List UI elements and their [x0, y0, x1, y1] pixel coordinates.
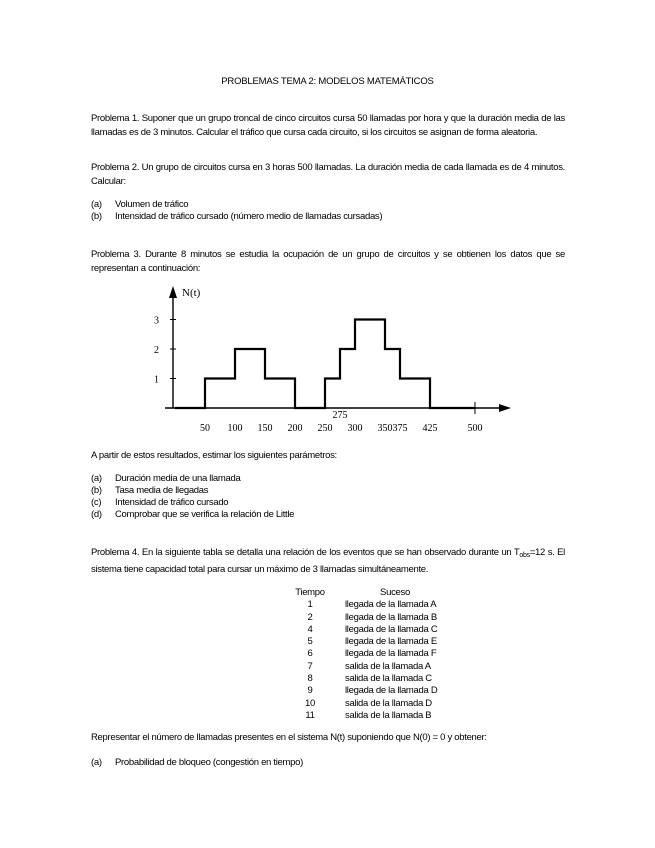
table-row: [285, 612, 455, 624]
table-row: [285, 710, 455, 722]
table-cell-time: 4: [307, 623, 313, 635]
table-row: [285, 648, 455, 660]
table-cell-time: 2: [307, 611, 313, 623]
problem-4-instruction: Representar el número de llamadas presentes en el sistema N(t) suponiendo que N(0) = 0 y obtener:: [91, 732, 487, 743]
y-tick-label: 1: [154, 374, 159, 386]
list-item-text: Volumen de tráfico: [115, 199, 189, 210]
list-marker: (a): [91, 473, 102, 484]
list-item-text: Probabilidad de bloqueo (congestión en tiempo): [115, 757, 303, 768]
table-cell-time: 6: [307, 648, 313, 660]
x-tick-label: 100: [227, 423, 243, 434]
table-cell-event: llegada de la llamada F: [345, 648, 437, 660]
table-header-tiempo: Tiempo: [295, 587, 325, 598]
list-item-text: Intensidad de tráfico cursado: [115, 497, 229, 508]
table-cell-time: 7: [307, 660, 313, 672]
y-axis-arrow: [169, 286, 177, 298]
x-tick-label: 500: [467, 423, 483, 434]
list-item: [91, 757, 565, 769]
problem-2-list: [91, 199, 565, 223]
x-tick-label: 350: [377, 423, 393, 434]
table-row: [285, 661, 455, 673]
table-cell-event: llegada de la llamada B: [345, 611, 437, 623]
table-row: [285, 673, 455, 685]
problem-1-text: Problema 1. Suponer que un grupo troncal de cinco circuitos cursa 50 llamadas por hora y que la duración media de las llamadas es de 3 minutos. Calcular el tráfico que cursa cada circuito, si los circuitos se asignan de forma aleatoria.: [91, 113, 565, 138]
step-chart: [130, 280, 520, 440]
y-tick-label: 3: [154, 315, 159, 327]
list-item: [91, 485, 565, 497]
x-tick-label: 200: [287, 423, 303, 434]
problem-4-subscript: obs: [519, 552, 530, 559]
list-marker: (a): [91, 757, 102, 768]
list-item-text: Duración media de una llamada: [115, 473, 241, 484]
table-cell-event: salida de la llamada A: [345, 660, 431, 672]
problem-4-list: [91, 757, 565, 769]
problem-4-text-a: Problema 4. En la siguiente tabla se detalla una relación de los eventos que se han observado durante un T: [91, 547, 520, 558]
list-item-text: Comprobar que se verifica la relación de Little: [115, 509, 295, 520]
list-item: [91, 497, 565, 509]
problem-3-intro: A partir de estos resultados, estimar los siguientes parámetros:: [91, 450, 337, 461]
list-marker: (c): [91, 497, 102, 508]
y-axis-label: N(t): [182, 287, 201, 299]
table-cell-event: llegada de la llamada D: [345, 685, 438, 697]
table-cell-time: 9: [307, 685, 313, 697]
table-header-suceso: Suceso: [380, 587, 410, 598]
table-cell-time: 1: [307, 599, 313, 611]
table-row: [285, 698, 455, 710]
x-tick-label: 300: [347, 423, 363, 434]
table-cell-event: salida de la llamada D: [345, 697, 432, 709]
x-tick-label: 50: [200, 423, 210, 434]
table-cell-time: 11: [305, 709, 315, 721]
step-chart-svg: [130, 280, 520, 440]
y-tick-label: 2: [154, 345, 159, 356]
table-cell-time: 5: [307, 636, 313, 648]
table-cell-event: salida de la llamada B: [345, 709, 432, 721]
problem-3-list: [91, 473, 565, 521]
list-marker: (d): [91, 509, 102, 520]
list-item: [91, 211, 565, 223]
x-tick-label: 250: [317, 423, 333, 434]
list-item: [91, 199, 565, 211]
table-cell-event: salida de la llamada C: [345, 673, 432, 685]
events-table: [285, 587, 455, 722]
x-tick-label: 150: [257, 423, 273, 434]
table-cell-time: 8: [307, 673, 313, 685]
list-item-text: Tasa media de llegadas: [115, 485, 209, 496]
problem-2-text: Problema 2. Un grupo de circuitos cursa en 3 horas 500 llamadas. La duración media de cada llamada es de 4 minutos. Calcular:: [91, 162, 565, 187]
table-cell-time: 10: [305, 697, 315, 709]
table-cell-event: llegada de la llamada E: [345, 636, 437, 648]
list-marker: (b): [91, 485, 102, 496]
x-axis-arrow: [499, 404, 511, 412]
list-marker: (a): [91, 199, 102, 210]
list-marker: (b): [91, 211, 102, 222]
x-annotation-label: 275: [332, 410, 348, 421]
table-header-row: [285, 587, 455, 599]
table-row: [285, 685, 455, 697]
x-tick-label: 425: [422, 423, 438, 434]
problem-4-text: [91, 546, 565, 577]
step-series-line: [175, 320, 475, 409]
table-row: [285, 636, 455, 648]
table-cell-event: llegada de la llamada C: [345, 623, 438, 635]
x-tick-label: 375: [392, 423, 408, 434]
table-row: [285, 599, 455, 611]
list-item: [91, 473, 565, 485]
document-title: PROBLEMAS TEMA 2: MODELOS MATEMÁTICOS: [221, 76, 434, 87]
list-item: [91, 509, 565, 521]
table-cell-event: llegada de la llamada A: [345, 599, 437, 611]
list-item-text: Intensidad de tráfico cursado (número medio de llamadas cursadas): [115, 211, 383, 222]
problem-4-text-b: =12 s. El sistema tiene capacidad total para cursar un máximo de 3 llamadas simultáneamente.: [91, 547, 565, 575]
table-row: [285, 624, 455, 636]
problem-3-text: Problema 3. Durante 8 minutos se estudia la ocupación de un grupo de circuitos y se obtienen los datos que se representan a continuación:: [91, 249, 565, 274]
